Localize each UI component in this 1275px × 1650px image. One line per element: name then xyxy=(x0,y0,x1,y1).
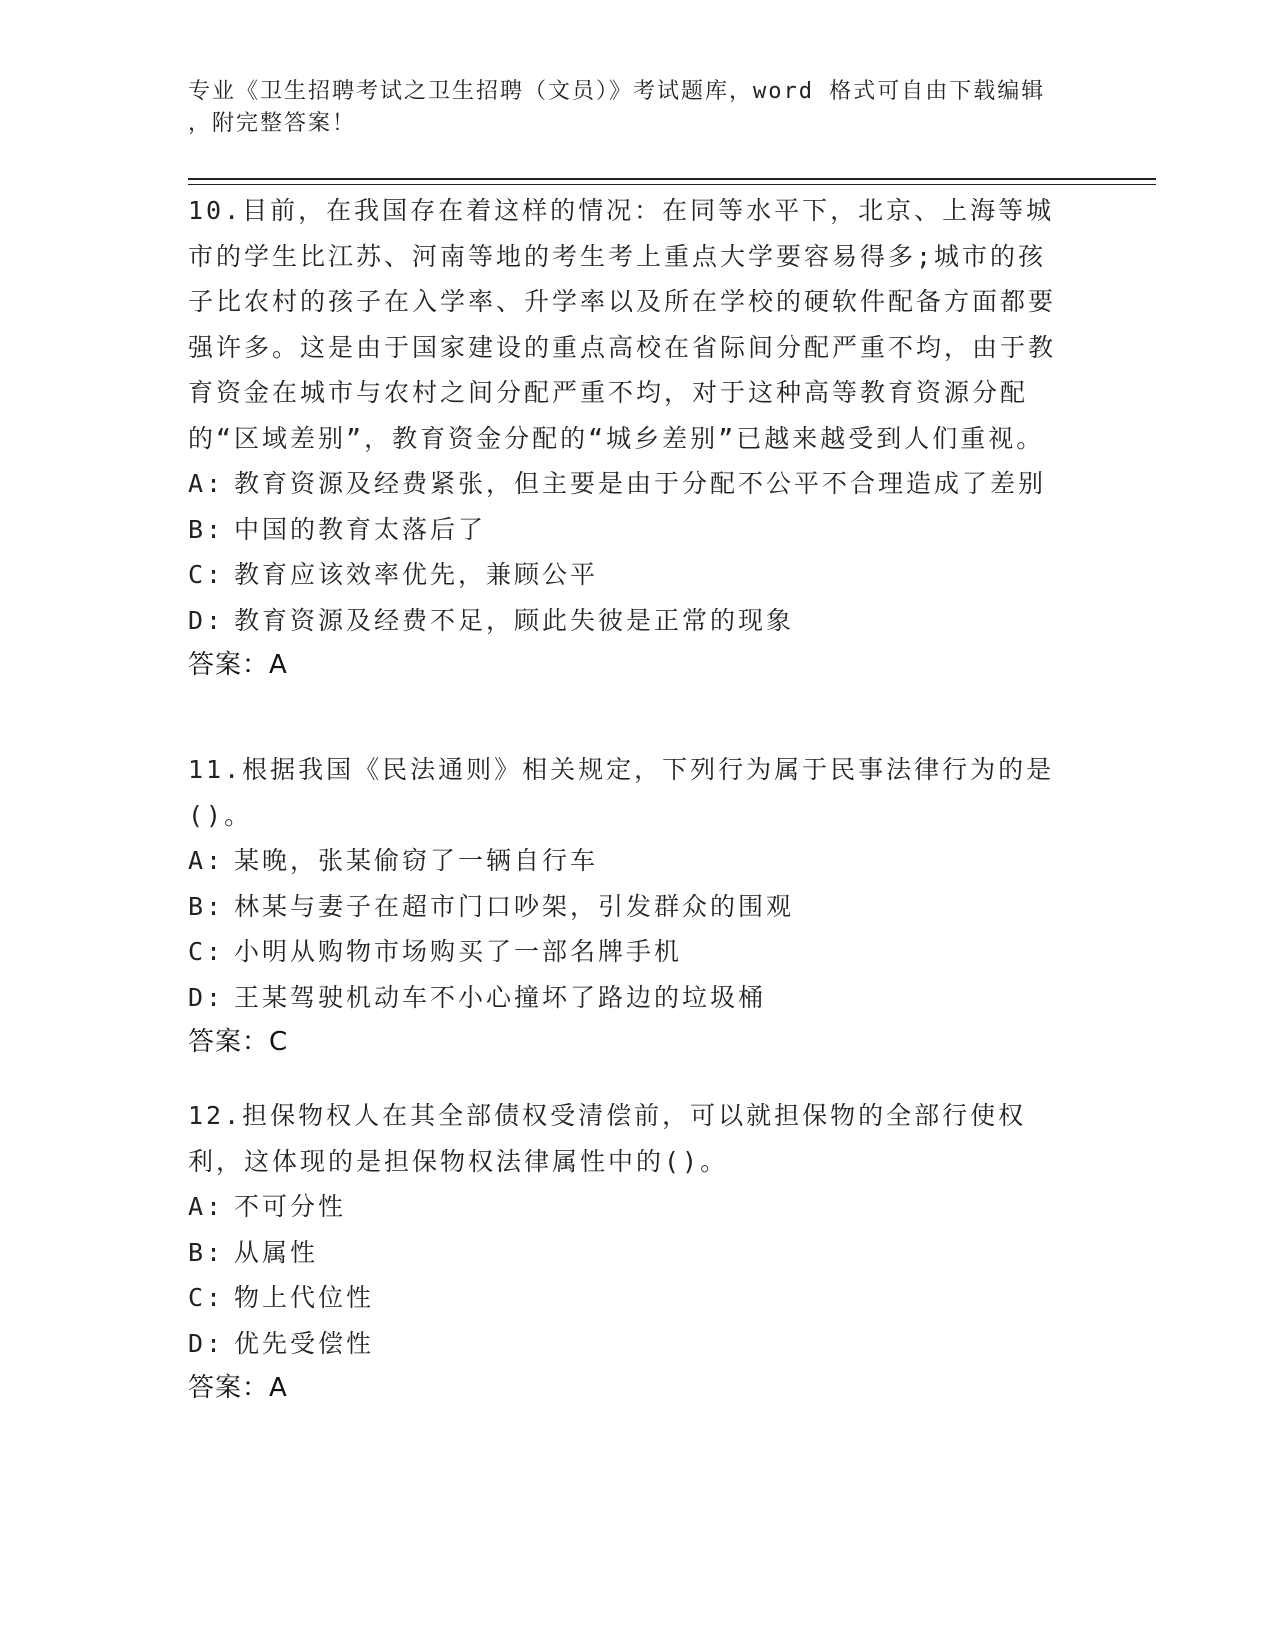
question-11 xyxy=(188,747,1068,1066)
header-line-1: 专业《卫生招聘考试之卫生招聘（文员）》考试题库，word 格式可自由下载编辑 xyxy=(188,79,1046,104)
option-a: A: 某晚，张某偷窃了一辆自行车 xyxy=(188,846,599,875)
option-b: B: 从属性 xyxy=(188,1237,319,1267)
header-divider-thick xyxy=(188,178,1156,180)
option-d: D: 优先受偿性 xyxy=(188,1328,375,1358)
question-12 xyxy=(188,1093,1068,1412)
option-a: A: 教育资源及经费紧张，但主要是由于分配不公平不合理造成了差别 xyxy=(188,469,1047,498)
document-header xyxy=(188,76,1088,140)
question-stem: 11.根据我国《民法通则》相关规定，下列行为属于民事法律行为的是()。 xyxy=(188,755,1055,830)
option-c: C: 教育应该效率优先，兼顾公平 xyxy=(188,560,599,589)
option-d: D: 王某驾驶机动车不小心撞坏了路边的垃圾桶 xyxy=(188,982,767,1012)
question-10 xyxy=(188,188,1068,689)
answer-label: 答案：A xyxy=(188,1373,288,1403)
answer-label: 答案：A xyxy=(188,650,288,680)
option-a: A: 不可分性 xyxy=(188,1192,347,1221)
option-c: C: 物上代位性 xyxy=(188,1283,375,1312)
option-b: B: 中国的教育太落后了 xyxy=(188,514,487,544)
answer-label: 答案：C xyxy=(188,1027,289,1057)
question-stem: 12.担保物权人在其全部债权受清偿前，可以就担保物的全部行使权利，这体现的是担保物权法律属性中的()。 xyxy=(188,1101,1027,1176)
option-d: D: 教育资源及经费不足，顾此失彼是正常的现象 xyxy=(188,605,795,635)
header-divider-thin xyxy=(188,184,1156,185)
option-b: B: 林某与妻子在超市门口吵架，引发群众的围观 xyxy=(188,891,795,921)
question-stem: 10.目前，在我国存在着这样的情况：在同等水平下，北京、上海等城市的学生比江苏、河南等地的考生考上重点大学要容易得多;城市的孩子比农村的孩子在入学率、升学率以及所在学校的硬软件配备方面都要强许多。这是由于国家建设的重点高校在省际间分配严重不均，由于教育资金在城市与农村之间分配严重不均，对于这种高等教育资源分配的“区域差别”，教育资金分配的“城乡差别”已越来越受到人们重视。 xyxy=(188,196,1057,453)
option-c: C: 小明从购物市场购买了一部名牌手机 xyxy=(188,937,683,966)
header-line-2: ，附完整答案！ xyxy=(188,111,357,136)
